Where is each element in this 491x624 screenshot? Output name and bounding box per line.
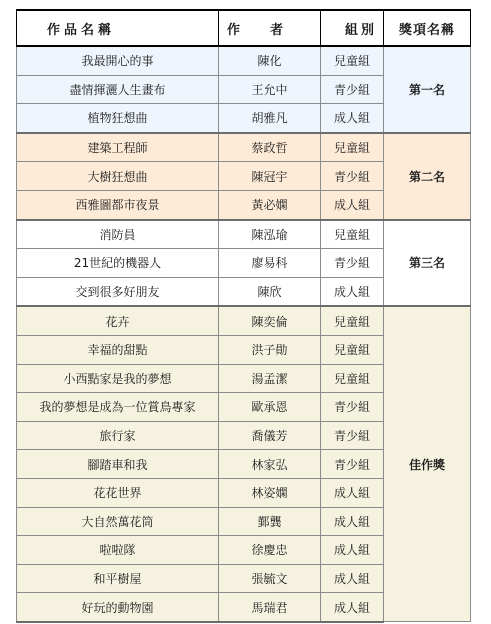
entry-title: 大樹狂想曲 (17, 162, 219, 191)
entry-title: 消防員 (17, 220, 219, 249)
entry-title: 21世紀的機器人 (17, 249, 219, 278)
entry-author: 黃必嫻 (219, 190, 321, 219)
entry-author: 林家弘 (219, 450, 321, 479)
entry-title: 和平樹屋 (17, 564, 219, 593)
entry-group: 青少組 (321, 249, 384, 278)
header-group: 組別 (321, 10, 384, 46)
entry-group: 成人組 (321, 277, 384, 306)
entry-title: 花花世界 (17, 478, 219, 507)
entry-title: 植物狂想曲 (17, 104, 219, 133)
entry-group: 兒童組 (321, 335, 384, 364)
entry-group: 成人組 (321, 478, 384, 507)
table-row (17, 46, 471, 75)
header-author-char-1: 作 (227, 22, 241, 38)
entry-author: 陳欣 (219, 277, 321, 306)
entry-group: 成人組 (321, 190, 384, 219)
entry-title: 西雅圖都市夜景 (17, 190, 219, 219)
entry-author: 陳冠宇 (219, 162, 321, 191)
entry-title: 交到很多好朋友 (17, 277, 219, 306)
entry-title: 我的夢想是成為一位賞鳥專家 (17, 393, 219, 422)
entry-group: 兒童組 (321, 220, 384, 249)
entry-title: 建築工程師 (17, 133, 219, 162)
award-name: 佳作獎 (384, 306, 471, 622)
entry-author: 歐承恩 (219, 393, 321, 422)
header-award: 獎項名稱 (384, 10, 471, 46)
header-title: 作品名稱 (17, 10, 219, 46)
header-author (219, 10, 321, 46)
entry-group: 青少組 (321, 450, 384, 479)
entry-title: 我最開心的事 (17, 46, 219, 75)
entry-title: 幸福的甜點 (17, 335, 219, 364)
entry-title: 腳踏車和我 (17, 450, 219, 479)
entry-group: 兒童組 (321, 306, 384, 335)
entry-group: 成人組 (321, 104, 384, 133)
entry-author: 洪子勛 (219, 335, 321, 364)
table-row (17, 220, 471, 249)
header-author-char-2: 者 (270, 22, 284, 38)
award-name: 第一名 (384, 46, 471, 133)
entry-author: 喬儀芳 (219, 421, 321, 450)
entry-group: 兒童組 (321, 46, 384, 75)
award-name: 第二名 (384, 133, 471, 220)
entry-author: 胡雅凡 (219, 104, 321, 133)
entry-author: 湯孟潔 (219, 364, 321, 393)
entry-title: 好玩的動物園 (17, 593, 219, 622)
entry-group: 青少組 (321, 393, 384, 422)
entry-author: 王允中 (219, 75, 321, 104)
entry-title: 小西點家是我的夢想 (17, 364, 219, 393)
entry-group: 兒童組 (321, 133, 384, 162)
entry-author: 鄞龔 (219, 507, 321, 536)
award-name: 第三名 (384, 220, 471, 307)
entry-title: 啦啦隊 (17, 536, 219, 565)
entry-author: 蔡政哲 (219, 133, 321, 162)
entry-author: 廖易科 (219, 249, 321, 278)
entry-author: 徐慶忠 (219, 536, 321, 565)
entry-group: 青少組 (321, 421, 384, 450)
entry-group: 成人組 (321, 593, 384, 622)
table-row (17, 133, 471, 162)
entry-title: 盡情揮灑人生畫布 (17, 75, 219, 104)
awards-table (16, 9, 471, 623)
entry-group: 青少組 (321, 162, 384, 191)
entry-author: 林姿嫻 (219, 478, 321, 507)
entry-author: 陳化 (219, 46, 321, 75)
entry-group: 兒童組 (321, 364, 384, 393)
entry-title: 大自然萬花筒 (17, 507, 219, 536)
entry-group: 青少組 (321, 75, 384, 104)
entry-author: 張毓文 (219, 564, 321, 593)
entry-title: 旅行家 (17, 421, 219, 450)
entry-title: 花卉 (17, 306, 219, 335)
entry-author: 陳泓瑜 (219, 220, 321, 249)
entry-group: 成人組 (321, 536, 384, 565)
entry-author: 馬瑞君 (219, 593, 321, 622)
entry-group: 成人組 (321, 564, 384, 593)
table-row (17, 306, 471, 335)
header-row (17, 10, 471, 46)
awards-body (17, 46, 471, 622)
entry-group: 成人組 (321, 507, 384, 536)
entry-author: 陳奕倫 (219, 306, 321, 335)
